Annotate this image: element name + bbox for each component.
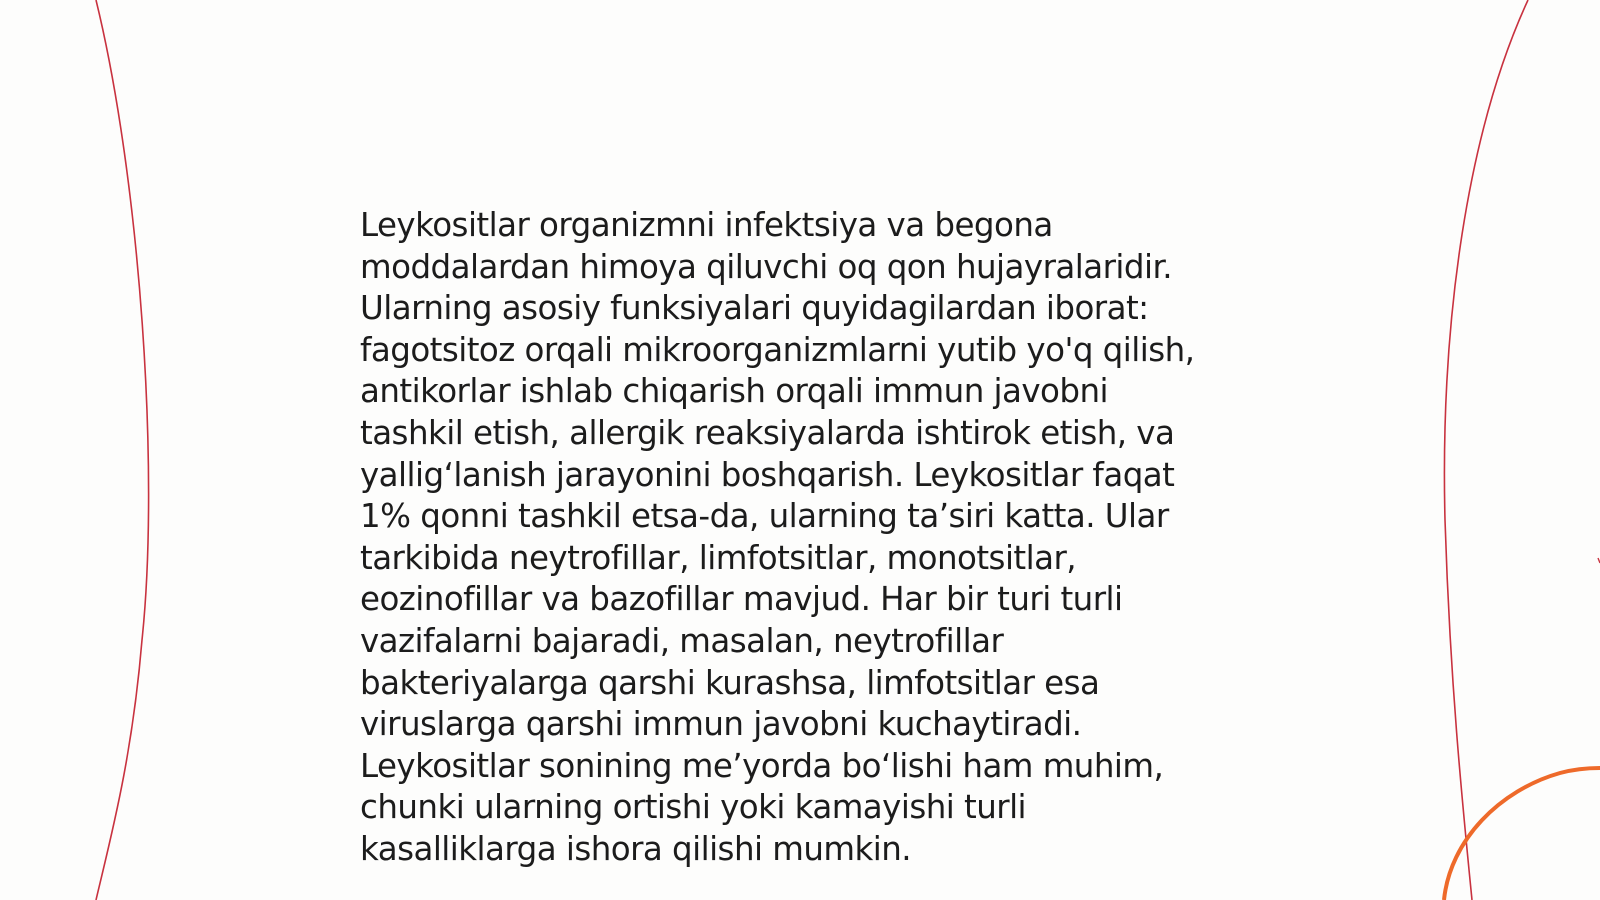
text-line: chunki ularning ortishi yoki kamayishi turli [360,788,1027,827]
text-line: vazifalarni bajaradi, masalan, neytrofillar [360,621,1004,660]
text-line: Leykositlar organizmni infektsiya va begona [360,206,1053,244]
right-curve-line [1444,0,1528,900]
text-line: yallig‘lanish jarayonini boshqarish. Leykositlar faqat [360,455,1175,494]
text-line: Leykositlar sonining me’yorda bo‘lishi ham muhim, [360,746,1164,785]
text-line: antikorlar ishlab chiqarish orqali immun javobni [360,372,1108,411]
text-line: kasalliklarga ishora qilishi mumkin. [360,829,912,868]
text-line: tashkil etish, allergik reaksiyalarda ishtirok etish, va [360,413,1175,452]
bottom-right-accent-arc [1444,768,1600,900]
text-line: tarkibida neytrofillar, limfotsitlar, monotsitlar, [360,538,1077,577]
text-line: fagotsitoz orqali mikroorganizmlarni yutib yo'q qilish, [360,330,1195,369]
text-line: bakteriyalarga qarshi kurashsa, limfotsitlar esa [360,663,1100,702]
text-line: 1% qonni tashkil etsa-da, ularning ta’siri katta. Ular [360,497,1169,536]
text-line: viruslarga qarshi immun javobni kuchaytiradi. [360,705,1082,744]
text-line: moddalardan himoya qiluvchi oq qon hujayralaridir. [360,247,1173,286]
body-paragraph [360,205,1240,871]
left-curve-line [96,0,149,900]
text-line: Ularning asosiy funksiyalari quyidagilardan iborat: [360,289,1149,328]
text-line: eozinofillar va bazofillar mavjud. Har bir turi turli [360,580,1123,619]
